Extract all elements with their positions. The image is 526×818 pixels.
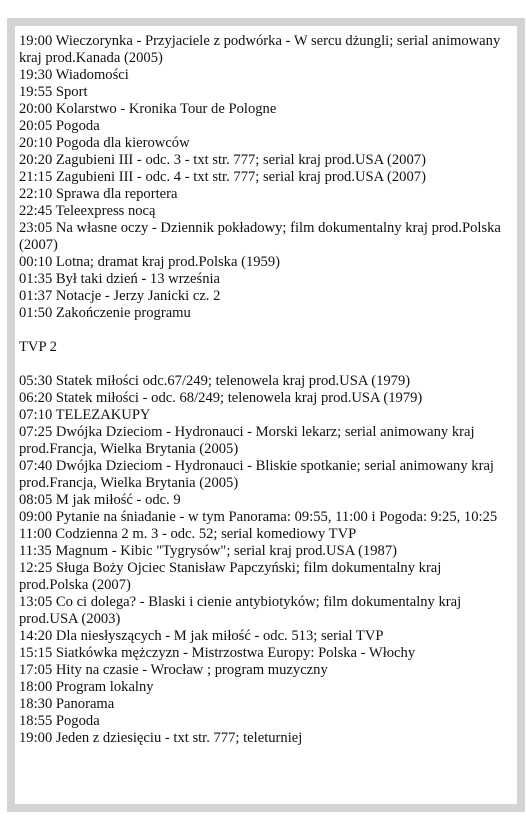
schedule-entry: 21:15 Zagubieni III - odc. 4 - txt str. 777; serial kraj prod.USA (2007) [19, 169, 426, 185]
schedule-entry: 12:25 Sługa Boży Ojciec Stanisław Papczyński; film dokumentalny kraj prod.Polska (2007) [19, 560, 442, 593]
schedule-entry: 20:10 Pogoda dla kierowców [19, 135, 190, 151]
schedule-entry: 11:00 Codzienna 2 m. 3 - odc. 52; serial komediowy TVP [19, 526, 357, 542]
schedule-entry: 22:10 Sprawa dla reportera [19, 186, 178, 202]
schedule-entry: 06:20 Statek miłości - odc. 68/249; telenowela kraj prod.USA (1979) [19, 390, 423, 406]
schedule-entry: 01:50 Zakończenie programu [19, 305, 191, 321]
schedule-entry: 11:35 Magnum - Kibic "Tygrysów"; serial kraj prod.USA (1987) [19, 543, 397, 559]
schedule-entry: 15:15 Siatkówka mężczyzn - Mistrzostwa Europy: Polska - Włochy [19, 645, 416, 661]
schedule-entry: 01:35 Był taki dzień - 13 września [19, 271, 221, 287]
schedule-entry: 18:30 Panorama [19, 696, 115, 712]
document-frame [7, 18, 525, 812]
schedule-entry: 19:00 Wieczorynka - Przyjaciele z podwórka - W sercu dżungli; serial animowany kraj prod.Kanada (2005) [19, 33, 501, 66]
schedule-entry: 19:30 Wiadomości [19, 67, 129, 83]
section-spacer [19, 356, 513, 373]
schedule-entry: 19:55 Sport [19, 84, 88, 100]
schedule-entry: 20:05 Pogoda [19, 118, 100, 134]
tvp2-schedule-list [19, 373, 513, 747]
channel-heading: TVP 2 [19, 339, 57, 355]
schedule-entry: 20:00 Kolarstwo - Kronika Tour de Pologne [19, 101, 277, 117]
schedule-entry: 17:05 Hity na czasie - Wrocław ; program muzyczny [19, 662, 328, 678]
schedule-entry: 18:55 Pogoda [19, 713, 100, 729]
schedule-entry: 19:00 Jeden z dziesięciu - txt str. 777; teleturniej [19, 730, 303, 746]
schedule-entry: 23:05 Na własne oczy - Dziennik pokładowy; film dokumentalny kraj prod.Polska (2007) [19, 220, 501, 253]
schedule-entry: 07:40 Dwójka Dzieciom - Hydronauci - Bliskie spotkanie; serial animowany kraj prod.Francja, Wielka Brytania (2005) [19, 458, 494, 491]
schedule-entry: 13:05 Co ci dolega? - Blaski i cienie antybiotyków; film dokumentalny kraj prod.USA (2003) [19, 594, 462, 627]
tv-schedule [19, 33, 513, 747]
schedule-entry: 08:05 M jak miłość - odc. 9 [19, 492, 181, 508]
schedule-entry: 14:20 Dla niesłyszących - M jak miłość - odc. 513; serial TVP [19, 628, 384, 644]
schedule-entry: 01:37 Notacje - Jerzy Janicki cz. 2 [19, 288, 221, 304]
schedule-entry: 09:00 Pytanie na śniadanie - w tym Panorama: 09:55, 11:00 i Pogoda: 9:25, 10:25 [19, 509, 498, 525]
schedule-entry: 20:20 Zagubieni III - odc. 3 - txt str. 777; serial kraj prod.USA (2007) [19, 152, 426, 168]
tvp1-schedule-list [19, 33, 513, 322]
schedule-entry: 07:25 Dwójka Dzieciom - Hydronauci - Morski lekarz; serial animowany kraj prod.Francja, Wielka Brytania (2005) [19, 424, 475, 457]
section-spacer [19, 322, 513, 339]
schedule-entry: 05:30 Statek miłości odc.67/249; telenowela kraj prod.USA (1979) [19, 373, 411, 389]
schedule-entry: 07:10 TELEZAKUPY [19, 407, 151, 423]
schedule-entry: 18:00 Program lokalny [19, 679, 154, 695]
schedule-entry: 22:45 Teleexpress nocą [19, 203, 156, 219]
schedule-entry: 00:10 Lotna; dramat kraj prod.Polska (1959) [19, 254, 281, 270]
